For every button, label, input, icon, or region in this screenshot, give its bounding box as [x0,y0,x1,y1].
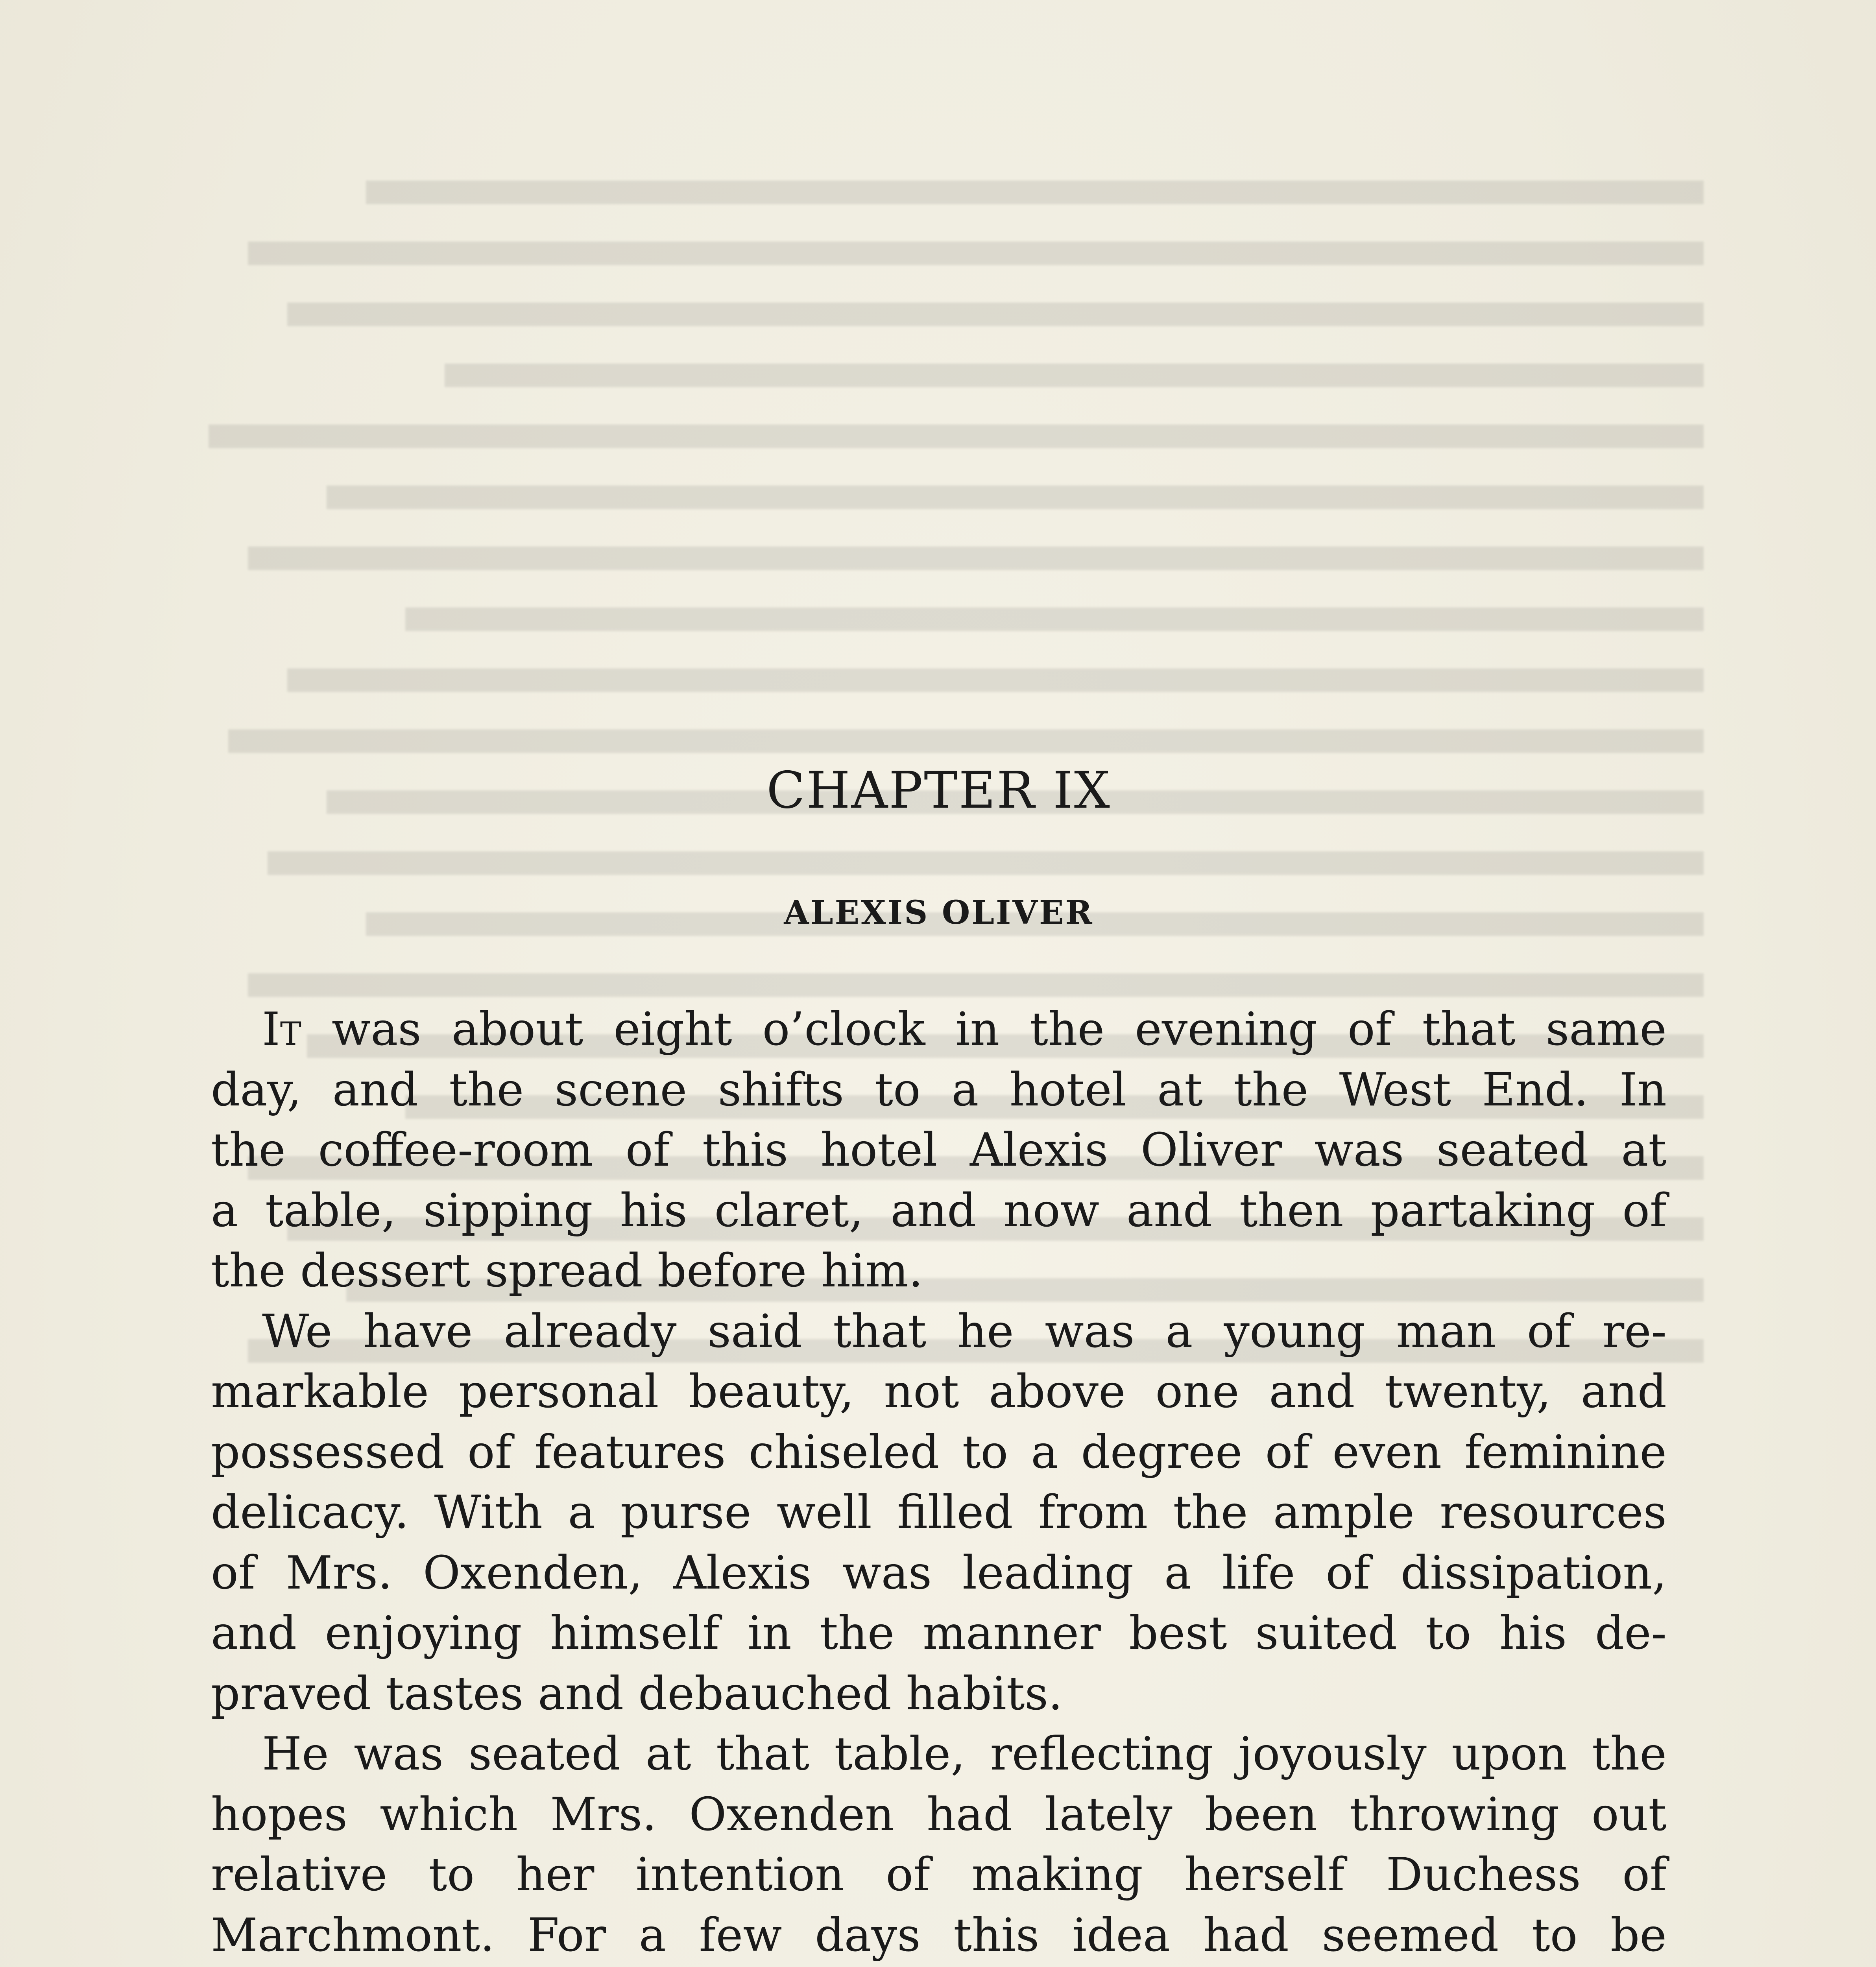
line-text: We have already said that he was a young man of re- [262,1305,1667,1358]
line-text: and enjoying himself in the manner best suited to his de- [211,1607,1667,1660]
line-text: of Mrs. Oxenden, Alexis was leading a life of dissipation, [211,1546,1667,1600]
line-text: hopes which Mrs. Oxenden had lately been throwing out [211,1788,1667,1841]
text-line [211,1905,1667,1966]
show-through-mark [248,973,1704,997]
show-through-mark [445,364,1704,387]
show-through-mark [327,485,1704,509]
show-through-mark [209,424,1704,448]
line-text: the dessert spread before him. [211,1244,923,1297]
opening-word: It [262,1003,332,1056]
text-line [211,1543,1667,1603]
text-line [211,1241,1667,1301]
show-through-line [169,523,1704,584]
line-text: Marchmont. For a few days this idea had seemed to be [211,1908,1667,1962]
show-through-line [169,340,1704,401]
text-line [211,1060,1667,1120]
line-text: a table, sipping his claret, and now and then partaking of [211,1184,1667,1237]
show-through-mark [248,242,1704,265]
text-line [211,1965,1667,1967]
text-line [211,1362,1667,1422]
line-text: markable personal beauty, not above one and twenty, and [211,1365,1667,1418]
text-line [211,1181,1667,1241]
text-line [211,1422,1667,1483]
chapter-title: CHAPTER IX [766,761,1111,820]
line-text: the coffee-room of this hotel Alexis Oliver was seated at [211,1124,1667,1177]
line-text: day, and the scene shifts to a hotel at the West End. In [211,1063,1667,1116]
show-through-mark [405,607,1704,631]
body-text [211,999,1667,1967]
show-through-line [169,645,1704,706]
show-through-line [169,401,1704,462]
line-text: possessed of features chiseled to a degree of even feminine [211,1425,1667,1479]
line-text: praved tastes and debauched habits. [211,1667,1063,1720]
show-through-mark [268,851,1704,875]
show-through-mark [248,546,1704,570]
text-line [211,1301,1667,1362]
text-line [211,1120,1667,1181]
show-through-line [169,584,1704,645]
show-through-line [169,828,1704,889]
show-through-line [169,706,1704,767]
show-through-line [169,218,1704,279]
line-text: relative to her intention of making herself Duchess of [211,1848,1667,1901]
show-through-line [169,462,1704,523]
text-line [211,1784,1667,1845]
text-line [211,999,1667,1060]
show-through-mark [287,303,1704,326]
text-line [211,1603,1667,1664]
line-text: He was seated at that table, reflecting joyously upon the [262,1727,1667,1781]
line-text: delicacy. With a purse well filled from the ample resources [211,1486,1667,1539]
show-through-line [169,157,1704,218]
chapter-subtitle: ALEXIS OLIVER [784,894,1094,932]
show-through-line [169,279,1704,340]
show-through-mark [287,668,1704,692]
text-line [211,1724,1667,1784]
text-line [211,1845,1667,1905]
show-through-mark [228,729,1704,753]
text-line [211,1664,1667,1724]
show-through-mark [366,181,1704,204]
line-text: was about eight o’clock in the evening of that same [331,1003,1667,1056]
text-line [211,1482,1667,1543]
